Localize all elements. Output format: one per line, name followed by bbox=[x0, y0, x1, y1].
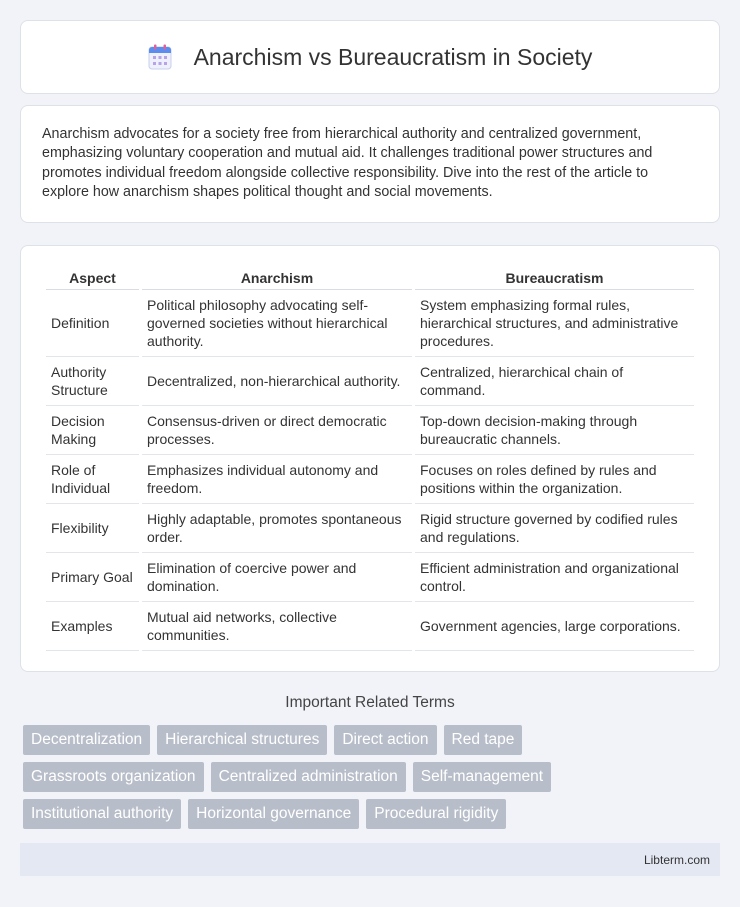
footer-brand-link[interactable]: Libterm.com bbox=[643, 852, 710, 867]
table-row bbox=[46, 357, 694, 406]
row-aspect: Examples bbox=[46, 602, 139, 651]
calendar-icon bbox=[148, 44, 172, 70]
row-anarchism: Highly adaptable, promotes spontaneous order. bbox=[142, 504, 412, 553]
footer bbox=[20, 843, 720, 876]
intro-text: Anarchism advocates for a society free from hierarchical authority and centralized government, emphasizing voluntary cooperation and mutual aid. It challenges traditional power structures and promotes individual freedom alongside collective responsibility. Dive into the rest of the article to explore how anarchism shapes political thought and social movements. bbox=[42, 126, 653, 201]
tag-grassroots-organization[interactable]: Grassroots organization bbox=[23, 762, 204, 792]
tag-horizontal-governance[interactable]: Horizontal governance bbox=[188, 799, 359, 829]
row-bureaucratism: Top-down decision-making through bureaucratic channels. bbox=[415, 406, 694, 455]
row-anarchism: Emphasizes individual autonomy and freedom. bbox=[142, 455, 412, 504]
tag-red-tape[interactable]: Red tape bbox=[444, 725, 523, 755]
row-aspect: Decision Making bbox=[46, 406, 139, 455]
header-aspect: Aspect bbox=[46, 266, 139, 290]
page-title: Anarchism vs Bureaucratism in Society bbox=[193, 43, 593, 70]
row-bureaucratism: Centralized, hierarchical chain of command. bbox=[415, 357, 694, 406]
row-aspect: Authority Structure bbox=[46, 357, 139, 406]
comparison-card bbox=[20, 245, 720, 672]
row-bureaucratism: Focuses on roles defined by rules and positions within the organization. bbox=[415, 455, 694, 504]
row-anarchism: Decentralized, non-hierarchical authority. bbox=[142, 357, 412, 406]
tag-decentralization[interactable]: Decentralization bbox=[23, 725, 150, 755]
header-bureaucratism: Bureaucratism bbox=[415, 266, 694, 290]
tag-self-management[interactable]: Self-management bbox=[413, 762, 551, 792]
comparison-table bbox=[43, 266, 697, 651]
header-anarchism: Anarchism bbox=[142, 266, 412, 290]
row-anarchism: Mutual aid networks, collective communities. bbox=[142, 602, 412, 651]
tag-row bbox=[23, 762, 723, 792]
table-row bbox=[46, 504, 694, 553]
tag-row bbox=[23, 725, 723, 755]
tag-procedural-rigidity[interactable]: Procedural rigidity bbox=[366, 799, 506, 829]
table-row bbox=[46, 553, 694, 602]
table-header-row bbox=[46, 266, 694, 290]
tag-direct-action[interactable]: Direct action bbox=[334, 725, 436, 755]
tag-hierarchical-structures[interactable]: Hierarchical structures bbox=[157, 725, 327, 755]
header-card bbox=[20, 20, 720, 94]
row-bureaucratism: System emphasizing formal rules, hierarchical structures, and administrative procedures. bbox=[415, 290, 694, 357]
tag-row bbox=[23, 799, 723, 829]
related-terms-title: Important Related Terms bbox=[285, 694, 455, 711]
row-anarchism: Political philosophy advocating self-governed societies without hierarchical authority. bbox=[142, 290, 412, 357]
related-terms-tags bbox=[23, 725, 723, 836]
row-bureaucratism: Rigid structure governed by codified rules and regulations. bbox=[415, 504, 694, 553]
row-aspect: Role of Individual bbox=[46, 455, 139, 504]
row-aspect: Definition bbox=[46, 290, 139, 357]
table-row bbox=[46, 602, 694, 651]
row-bureaucratism: Efficient administration and organizational control. bbox=[415, 553, 694, 602]
table-row bbox=[46, 406, 694, 455]
row-anarchism: Elimination of coercive power and domination. bbox=[142, 553, 412, 602]
row-bureaucratism: Government agencies, large corporations. bbox=[415, 602, 694, 651]
intro-card bbox=[20, 105, 720, 223]
tag-centralized-administration[interactable]: Centralized administration bbox=[211, 762, 406, 792]
row-anarchism: Consensus-driven or direct democratic processes. bbox=[142, 406, 412, 455]
row-aspect: Primary Goal bbox=[46, 553, 139, 602]
table-row bbox=[46, 290, 694, 357]
table-row bbox=[46, 455, 694, 504]
row-aspect: Flexibility bbox=[46, 504, 139, 553]
tag-institutional-authority[interactable]: Institutional authority bbox=[23, 799, 181, 829]
